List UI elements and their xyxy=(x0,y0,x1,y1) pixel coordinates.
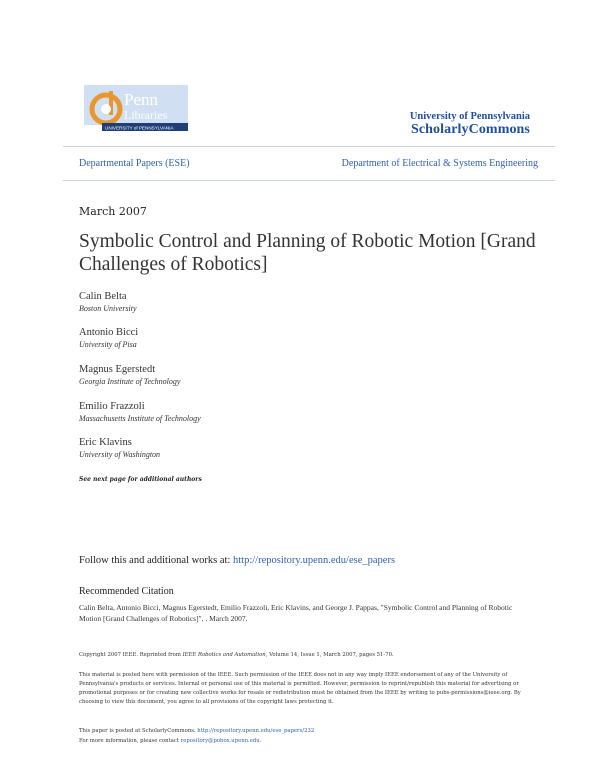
journal-name: IEEE Robotics and Automation xyxy=(182,652,266,658)
recommended-citation-text: Calin Belta, Antonio Bicci, Magnus Egerstedt, Emilio Frazzoli, Eric Klavins, and George J. Pappas, "Symbolic Control and Planning of Robotic Motion [Grand Challenges of Robotics]", . March 2007. xyxy=(79,603,513,623)
penn-libraries-logo[interactable] xyxy=(80,83,192,135)
author-name: Emilio Frazzoli xyxy=(79,401,145,412)
header-divider-bottom xyxy=(63,180,555,181)
follow-line xyxy=(79,555,395,566)
author-name: Antonio Bicci xyxy=(79,327,139,338)
follow-label: Follow this and additional works at: xyxy=(79,555,231,566)
contact-suffix: . xyxy=(259,738,262,744)
contact-note xyxy=(79,737,261,746)
logo-word-libraries: Libraries xyxy=(124,108,168,122)
author-affiliation: Massachusetts Institute of Technology xyxy=(79,414,201,423)
logo-strap-text: UNIVERSITY of PENNSYLVANIA xyxy=(105,125,174,131)
departmental-papers-link[interactable]: Departmental Papers (ESE) xyxy=(79,158,190,169)
author-entry xyxy=(79,291,137,313)
paper-url-link[interactable]: http://repository.upenn.edu/ese_papers/232 xyxy=(197,728,315,734)
author-affiliation: Boston University xyxy=(79,304,137,313)
author-entry xyxy=(79,327,138,349)
penn-libraries-logo-graphic xyxy=(80,83,192,135)
university-name: University of Pennsylvania xyxy=(409,111,530,122)
copyright-note xyxy=(79,651,527,660)
author-affiliation: Georgia Institute of Technology xyxy=(79,377,181,386)
author-affiliation: University of Pisa xyxy=(79,340,137,349)
header-divider-top xyxy=(63,146,555,147)
permission-note: This material is posted here with permission of the IEEE. Such permission of the IEEE does not in any way imply IEEE endorsement of any of the University of Pennsylvania's products or services. Internal or personal use of this material is permitted. However, permission to reprint/republish this material for advertising or promotional purposes or for creating new collective works for resale or redistribution must be obtained from the IEEE by writing to pubs-permissions@ieee.org. By choosing to view this document, you agree to all provisions of the copyright laws protecting it. xyxy=(79,672,521,705)
contact-email-link[interactable]: repository@pobox.upenn.edu xyxy=(180,738,260,744)
recommended-citation-heading: Recommended Citation xyxy=(79,586,174,597)
author-entry xyxy=(79,437,160,459)
contact-prefix: For more information, please contact xyxy=(79,738,181,744)
paper-title: Symbolic Control and Planning of Robotic Motion [Grand Challenges of Robotics] xyxy=(79,231,536,275)
author-entry xyxy=(79,401,201,423)
publication-date: March 2007 xyxy=(79,205,147,218)
posted-prefix: This paper is posted at ScholarlyCommons. xyxy=(79,728,198,734)
author-name: Calin Belta xyxy=(79,291,127,302)
author-affiliation: University of Washington xyxy=(79,450,161,459)
author-entry xyxy=(79,364,180,386)
scholarly-commons-name[interactable]: ScholarlyCommons xyxy=(410,122,530,137)
copyright-prefix: Copyright 2007 IEEE. Reprinted from xyxy=(79,652,183,658)
copyright-suffix: , Volume 14, Issue 1, March 2007, pages 51-70. xyxy=(265,652,394,658)
author-name: Eric Klavins xyxy=(79,437,132,448)
logo-word-penn: Penn xyxy=(124,90,158,109)
posted-note xyxy=(79,727,314,736)
author-name: Magnus Egerstedt xyxy=(79,364,156,375)
repository-link[interactable]: http://repository.upenn.edu/ese_papers xyxy=(233,555,396,566)
department-ese-link[interactable]: Department of Electrical & Systems Engineering xyxy=(341,158,538,169)
see-next-page-note: See next page for additional authors xyxy=(79,476,202,483)
